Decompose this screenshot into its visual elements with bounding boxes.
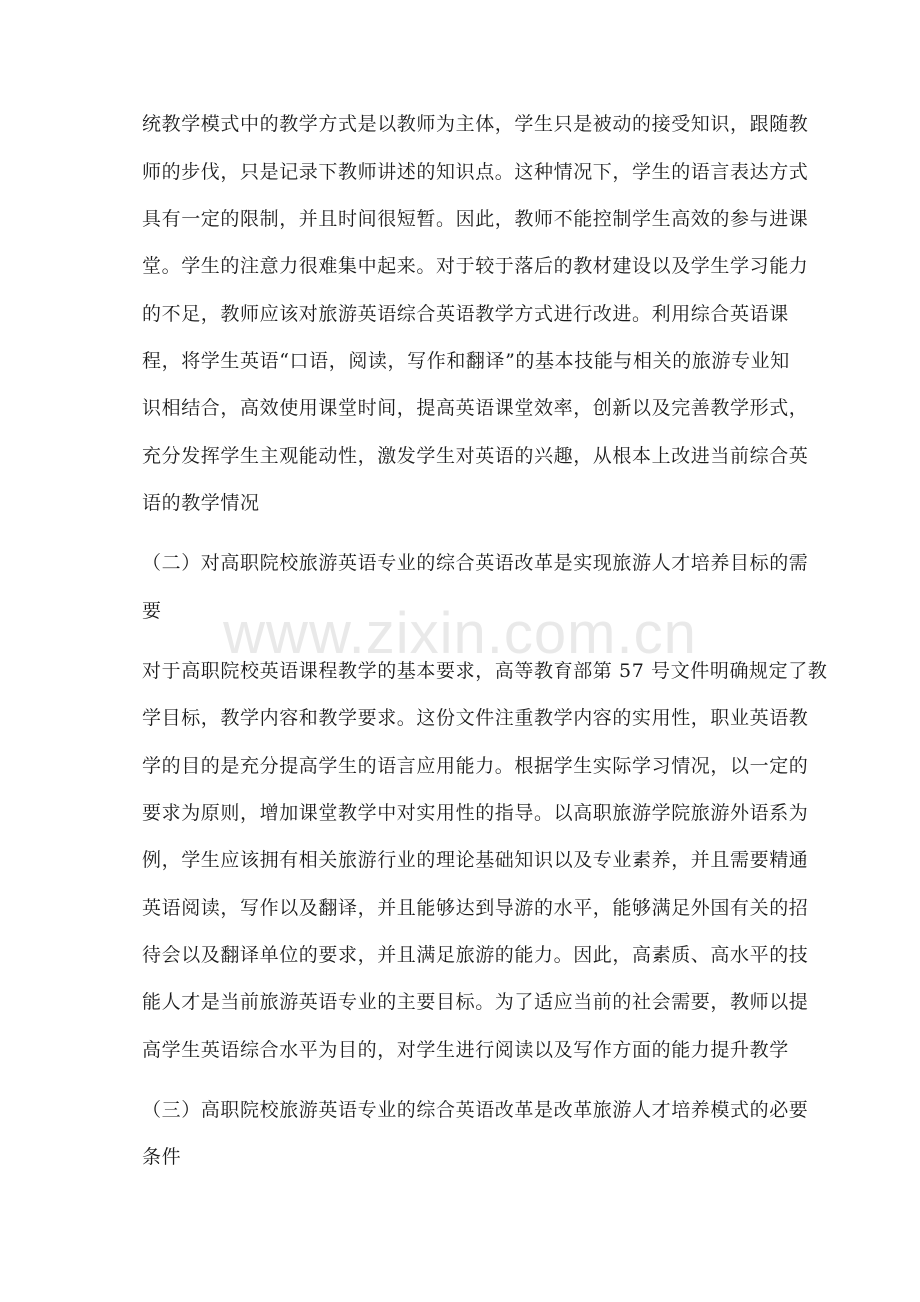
paragraph-1-line: 充分发挥学生主观能动性，激发学生对英语的兴趣，从根本上改进当前综合英 (142, 445, 809, 467)
paragraph-1-line: 语的教学情况 (142, 492, 260, 514)
paragraph-1-line: 堂。学生的注意力很难集中起来。对于较于落后的教材建设以及学生学习能力 (142, 255, 809, 277)
paragraph-2-line: 学的目的是充分提高学生的语言应用能力。根据学生实际学习情况，以一定的 (142, 755, 809, 777)
paragraph-1-line: 具有一定的限制，并且时间很短暂。因此，教师不能控制学生高效的参与进课 (142, 208, 809, 230)
paragraph-1-line: 师的步伐，只是记录下教师讲述的知识点。这种情况下，学生的语言表达方式 (142, 161, 809, 183)
paragraph-2-line: 例，学生应该拥有相关旅游行业的理论基础知识以及专业素养，并且需要精通 (142, 849, 809, 871)
paragraph-2-line: 学目标，教学内容和教学要求。这份文件注重教学内容的实用性，职业英语教 (142, 707, 809, 729)
paragraph-2-line: 高学生英语综合水平为目的，对学生进行阅读以及写作方面的能力提升教学 (142, 1039, 789, 1061)
paragraph-1-line: 程，将学生英语“口语，阅读，写作和翻译”的基本技能与相关的旅游专业知 (142, 350, 790, 372)
paragraph-1-line: 识相结合，高效使用课堂时间，提高英语课堂效率，创新以及完善教学形式， (142, 397, 809, 419)
section-heading-2: （二）对高职院校旅游英语专业的综合英语改革是实现旅游人才培养目标的需 (142, 552, 809, 574)
watermark: www.zixin.com.cn (223, 601, 697, 666)
section-heading-2: 要 (142, 600, 162, 622)
section-heading-3: 条件 (142, 1146, 182, 1168)
section-heading-3: （三）高职院校旅游英语专业的综合英语改革是改革旅游人才培养模式的必要 (142, 1099, 809, 1121)
paragraph-1-line: 的不足，教师应该对旅游英语综合英语教学方式进行改进。利用综合英语课 (142, 303, 789, 325)
paragraph-2-line: 英语阅读，写作以及翻译，并且能够达到导游的水平，能够满足外国有关的招 (142, 897, 809, 919)
paragraph-1-line: 统教学模式中的教学方式是以教师为主体，学生只是被动的接受知识，跟随教 (142, 113, 809, 135)
paragraph-2-line: 能人才是当前旅游英语专业的主要目标。为了适应当前的社会需要，教师以提 (142, 991, 809, 1013)
paragraph-2-line: 要求为原则，增加课堂教学中对实用性的指导。以高职旅游学院旅游外语系为 (142, 802, 809, 824)
paragraph-2-line: 对于高职院校英语课程教学的基本要求，高等教育部第 57 号文件明确规定了教 (142, 660, 828, 682)
paragraph-2-line: 待会以及翻译单位的要求，并且满足旅游的能力。因此，高素质、高水平的技 (142, 944, 809, 966)
